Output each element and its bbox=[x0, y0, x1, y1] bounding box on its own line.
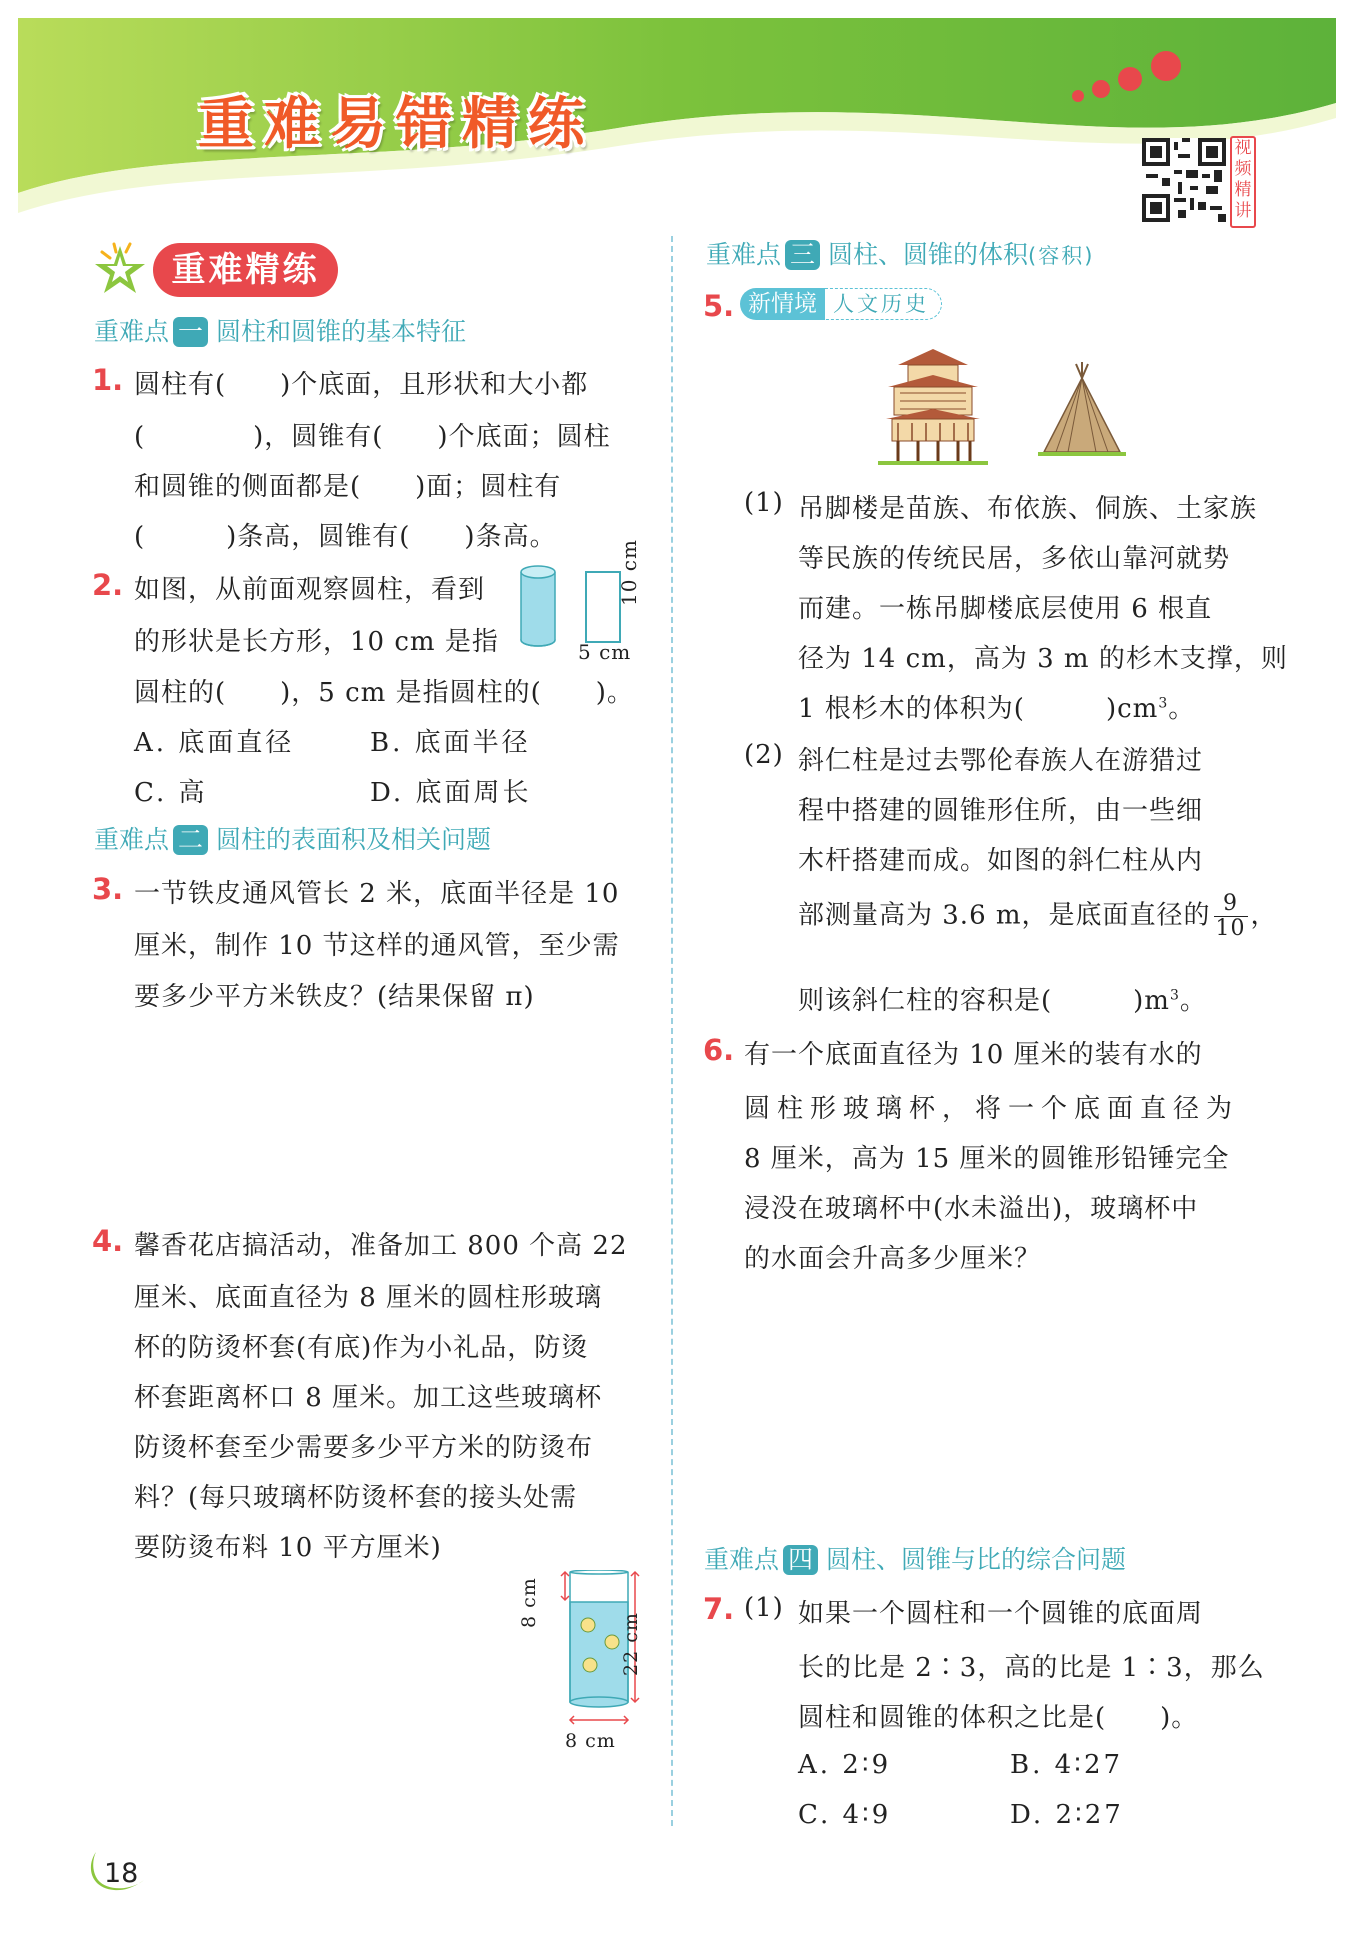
option-a[interactable]: A. 底面直径 bbox=[134, 728, 295, 758]
page-number: 18 bbox=[104, 1858, 139, 1889]
section-label: 重难点 bbox=[94, 825, 170, 854]
q4-line: 馨香花店搞活动，准备加工 800 个高 22 bbox=[134, 1231, 628, 1261]
q2-line: 圆柱的( )，5 cm 是指圆柱的( )。 bbox=[134, 678, 634, 708]
cylinder-figure bbox=[518, 564, 560, 650]
q3-line: 厘米，制作 10 节这样的通风管，至少需 bbox=[134, 931, 620, 961]
q6-line: 圆柱形玻璃杯，将一个底面直径为 bbox=[744, 1094, 1240, 1124]
video-lesson-label[interactable]: 视频精讲 bbox=[1230, 136, 1256, 228]
q4-line: 厘米、底面直径为 8 厘米的圆柱形玻璃 bbox=[134, 1283, 603, 1313]
tag-sub: 人文历史 bbox=[825, 288, 942, 320]
question-number: 7. bbox=[703, 1592, 735, 1626]
option-b[interactable]: B. 4∶27 bbox=[1010, 1750, 1124, 1780]
option-c[interactable]: C. 4∶9 bbox=[798, 1800, 892, 1830]
question-number: 6. bbox=[703, 1033, 735, 1067]
q4-line: 防烫杯套至少需要多少平方米的防烫布 bbox=[134, 1433, 594, 1463]
q1-line: 圆柱有( )个底面，且形状和大小都 bbox=[134, 370, 589, 400]
question-number: 1. bbox=[92, 363, 124, 397]
star-logo-icon bbox=[90, 238, 150, 298]
q5-p2-answer-line bbox=[798, 980, 1207, 1017]
part-label: (2) bbox=[744, 740, 784, 770]
header-banner bbox=[18, 18, 1336, 218]
punctuation: ， bbox=[1250, 900, 1278, 931]
q6-line: 有一个底面直径为 10 厘米的装有水的 bbox=[744, 1040, 1203, 1070]
question-number: 5. bbox=[703, 289, 735, 323]
q5-p2-line: 斜仁柱是过去鄂伦春族人在游猎过 bbox=[798, 746, 1204, 776]
section-number-badge: 二 bbox=[173, 825, 208, 855]
deco-dot-icon bbox=[1151, 51, 1181, 81]
section-number-badge: 一 bbox=[173, 317, 208, 347]
unit-exponent: 3 bbox=[1158, 695, 1169, 712]
section-heading-2 bbox=[94, 820, 491, 856]
q5-p1-line: 而建。一栋吊脚楼底层使用 6 根直 bbox=[798, 594, 1213, 624]
fraction-numerator: 9 bbox=[1214, 892, 1248, 917]
section-title: 圆柱、圆锥与比的综合问题 bbox=[826, 1545, 1127, 1574]
page-title: 重难易错精练 bbox=[198, 92, 594, 157]
section-number-badge: 三 bbox=[785, 240, 820, 270]
q7-line: 长的比是 2∶3，高的比是 1∶3，那么 bbox=[798, 1653, 1265, 1683]
fraction-line-text: 部测量高为 3.6 m，是底面直径的 bbox=[798, 900, 1211, 931]
q7-line: 圆柱和圆锥的体积之比是( )。 bbox=[798, 1703, 1199, 1733]
category-title: 重难精练 bbox=[153, 243, 338, 297]
section-label: 重难点 bbox=[704, 1545, 780, 1574]
q4-line: 要防烫布料 10 平方厘米) bbox=[134, 1533, 442, 1563]
deco-dot-icon bbox=[1072, 90, 1084, 102]
q5-p2-line: 木杆搭建而成。如图的斜仁柱从内 bbox=[798, 846, 1204, 876]
part-label: (1) bbox=[744, 488, 784, 518]
section-heading-3 bbox=[706, 235, 1094, 271]
q5-p1-line: 吊脚楼是苗族、布依族、侗族、土家族 bbox=[798, 494, 1258, 524]
stilt-house-illustration bbox=[878, 345, 988, 467]
fraction-denominator: 10 bbox=[1215, 916, 1246, 941]
q4-line: 杯套距离杯口 8 厘米。加工这些玻璃杯 bbox=[134, 1383, 603, 1413]
figure-width-label: 5 cm bbox=[578, 640, 632, 664]
punctuation: 。 bbox=[1168, 694, 1196, 724]
cup-diameter-label: 8 cm bbox=[565, 1730, 616, 1752]
option-b[interactable]: B. 底面半径 bbox=[370, 728, 531, 758]
q5-p1-line: 等民族的传统民居，多依山靠河就势 bbox=[798, 544, 1231, 574]
question-number: 4. bbox=[92, 1224, 124, 1258]
qr-code-icon[interactable] bbox=[1142, 138, 1226, 222]
option-c[interactable]: C. 高 bbox=[134, 778, 208, 808]
q5-p1-line: 径为 14 cm，高为 3 m 的杉木支撑，则 bbox=[798, 644, 1288, 674]
tag-main: 新情境 bbox=[740, 288, 825, 320]
answer-blank-text: 则该斜仁柱的容积是( )m bbox=[798, 986, 1170, 1016]
cup-height-label: 22 cm bbox=[620, 1612, 642, 1676]
q5-p1-answer-line bbox=[798, 688, 1195, 725]
section-label: 重难点 bbox=[94, 317, 170, 346]
q1-line: ( )，圆锥有( )个底面；圆柱 bbox=[134, 422, 611, 452]
option-d[interactable]: D. 底面周长 bbox=[370, 778, 532, 808]
punctuation: 。 bbox=[1179, 986, 1207, 1016]
unit-exponent: 3 bbox=[1169, 987, 1180, 1004]
teepee-illustration bbox=[1038, 362, 1126, 462]
q2-line: 的形状是长方形，10 cm 是指 bbox=[134, 627, 499, 657]
q6-line: 8 厘米，高为 15 厘米的圆锥形铅锤完全 bbox=[744, 1144, 1230, 1174]
section-number-badge: 四 bbox=[783, 1545, 818, 1575]
section-title: 圆柱和圆锥的基本特征 bbox=[216, 317, 467, 346]
cup-top-label: 8 cm bbox=[518, 1577, 540, 1628]
q6-line: 的水面会升高多少厘米？ bbox=[744, 1244, 1042, 1274]
section-title: 圆柱、圆锥的体积 bbox=[828, 240, 1029, 269]
deco-dot-icon bbox=[1092, 80, 1110, 98]
figure-height-label: 10 cm bbox=[617, 539, 641, 606]
q4-line: 杯的防烫杯套(有底)作为小礼品，防烫 bbox=[134, 1333, 589, 1363]
deco-dot-icon bbox=[1118, 67, 1142, 91]
q5-p2-line: 程中搭建的圆锥形住所，由一些细 bbox=[798, 796, 1204, 826]
answer-blank-text: 1 根杉木的体积为( )cm bbox=[798, 694, 1159, 724]
q5-p2-fraction-line bbox=[798, 892, 1278, 941]
q4-line: 料？(每只玻璃杯防烫杯套的接头处需 bbox=[134, 1483, 578, 1513]
q2-line: 如图，从前面观察圆柱，看到 bbox=[134, 575, 486, 605]
q1-line: ( )条高，圆锥有( )条高。 bbox=[134, 522, 557, 552]
q6-line: 浸没在玻璃杯中(水未溢出)，玻璃杯中 bbox=[744, 1194, 1199, 1224]
section-heading-4 bbox=[704, 1540, 1126, 1576]
q3-line: 一节铁皮通风管长 2 米，底面半径是 10 bbox=[134, 879, 620, 909]
question-number: 3. bbox=[92, 872, 124, 906]
section-suffix: (容积) bbox=[1028, 244, 1095, 268]
q7-line: 如果一个圆柱和一个圆锥的底面周 bbox=[798, 1599, 1204, 1629]
question-number: 2. bbox=[92, 568, 124, 602]
section-label: 重难点 bbox=[706, 240, 782, 269]
part-label: (1) bbox=[744, 1593, 784, 1623]
column-divider bbox=[671, 236, 673, 1826]
option-a[interactable]: A. 2∶9 bbox=[798, 1750, 892, 1780]
q3-line: 要多少平方米铁皮？(结果保留 π) bbox=[134, 982, 535, 1012]
section-title: 圆柱的表面积及相关问题 bbox=[216, 825, 492, 854]
section-heading-1 bbox=[94, 312, 466, 348]
new-context-tag bbox=[740, 288, 942, 320]
fraction bbox=[1214, 892, 1248, 941]
q1-line: 和圆锥的侧面都是( )面；圆柱有 bbox=[134, 472, 562, 502]
option-d[interactable]: D. 2∶27 bbox=[1010, 1800, 1124, 1830]
